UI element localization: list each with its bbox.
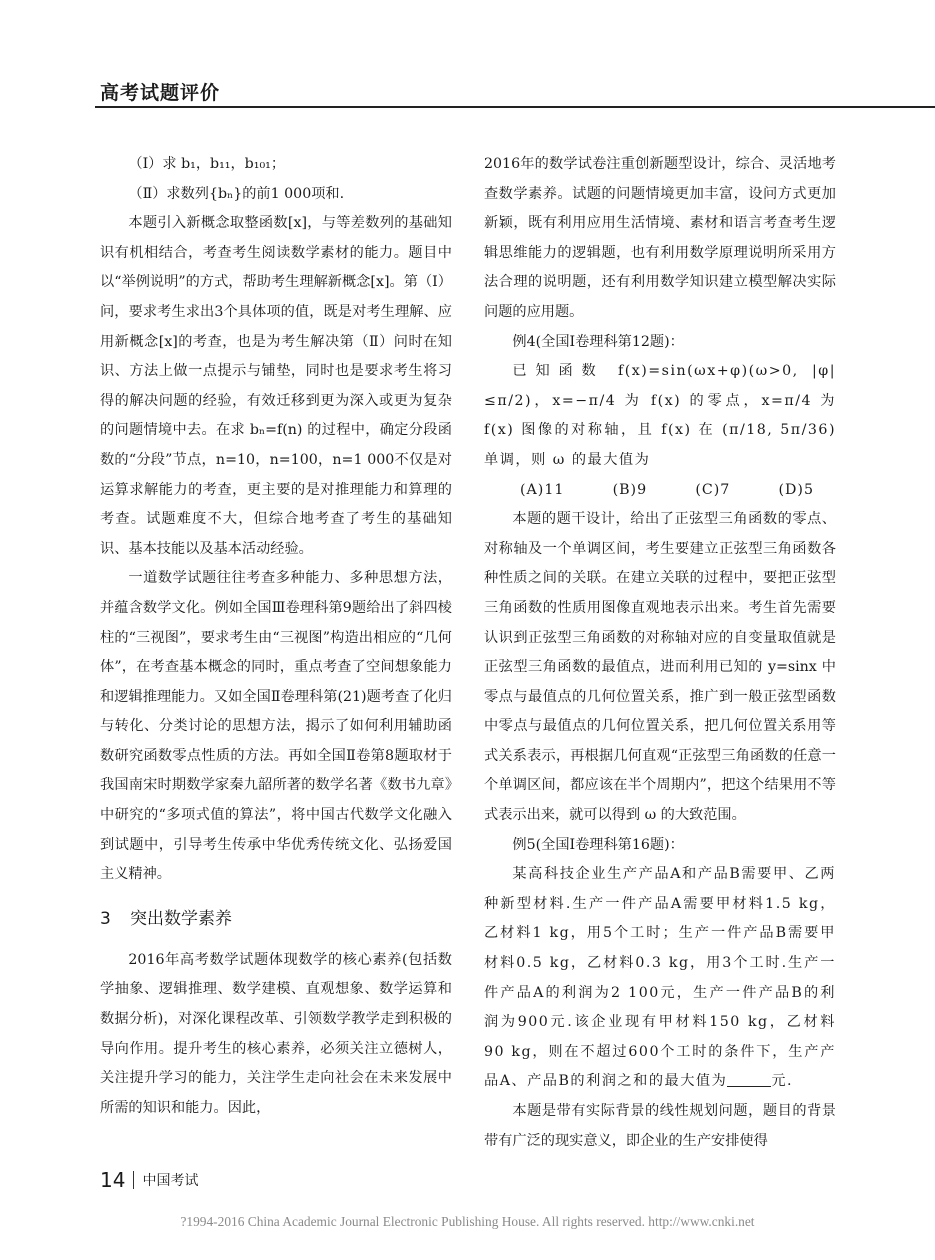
option-b: (B)9 bbox=[612, 481, 648, 498]
page-footer bbox=[100, 1168, 198, 1192]
running-header: 高考试题评价 bbox=[100, 82, 221, 104]
footer-divider bbox=[133, 1171, 134, 1189]
example-4-text: 已知函数 f(x)=sin(ωx+φ)(ω>0, |φ|≤π/2)，x=−π/4 为 f(x) 的零点，x=π/4 为 f(x) 图像的对称轴，且 f(x) 在 (π/18, 5π/36) 单调，则 ω 的最大值为 bbox=[484, 363, 836, 468]
example-4-label: 例4(全国Ⅰ卷理科第12题)： bbox=[512, 333, 684, 350]
right-column bbox=[484, 150, 836, 1156]
example-4-options bbox=[484, 476, 836, 506]
option-c: (C)7 bbox=[695, 481, 731, 498]
header-rule bbox=[95, 106, 935, 108]
example-5-suffix: 元. bbox=[771, 1073, 794, 1090]
copyright-notice: ?1994-2016 China Academic Journal Electronic Publishing House. All rights reserved. http://www.cnki.net bbox=[180, 1214, 755, 1229]
example-5-body: 某高科技企业生产产品A和产品B需要甲、乙两种新型材料.生产一件产品A需要甲材料1.5 kg，乙材料1 kg，用5个工时；生产一件产品B需要甲材料0.5 kg，乙材料0.3 kg，用3个工时.生产一件产品A的利润为2 100元，生产一件产品B的利润为900元.该企业现有甲材料150 kg，乙材料90 kg，则在不超过600个工时的条件下，生产产品A、产品B的利润之和的最大值为 bbox=[484, 866, 836, 1090]
intro-paragraph: 2016年的数学试卷注重创新题型设计，综合、灵活地考查数学素养。试题的问题情境更加丰富，设问方式更加新颖，既有利用应用生活情境、素材和语言考查考生逻辑思维能力的逻辑题，也有利用数学原理说明所采用方法合理的说明题，还有利用数学知识建立模型解决实际问题的应用题。 bbox=[484, 156, 836, 320]
section-paragraph: 2016年高考数学试题体现数学的核心素养(包括数学抽象、逻辑推理、数学建模、直观想象、数学运算和数据分析)，对深化课程改革、引领数学教学走到积极的导向作用。提升考生的核心素养，必须关注立德树人，关注提升学习的能力，关注学生走向社会在未来发展中所需的知识和能力。因此， bbox=[100, 951, 452, 1116]
section-number: 3 bbox=[100, 908, 111, 929]
left-column bbox=[100, 150, 452, 1123]
example-5-text bbox=[484, 860, 836, 1097]
example-5-label: 例5(全国Ⅰ卷理科第16题)： bbox=[512, 836, 684, 853]
question-part-2: （Ⅱ）求数列{bₙ}的前1 000项和. bbox=[128, 185, 345, 202]
culture-paragraph: 一道数学试题往往考查多种能力、多种思想方法，并蕴含数学文化。例如全国Ⅲ卷理科第9题给出了斜四棱柱的“三视图”，要求考生由“三视图”构造出相应的“几何体”，在考查基本概念的同时，重点考查了空间想象能力和逻辑推理能力。又如全国Ⅱ卷理科第(21)题考查了化归与转化、分类讨论的思想方法，揭示了如何利用辅助函数研究函数零点性质的方法。再如全国Ⅱ卷第8题取材于我国南宋时期数学家秦九韶所著的数学名著《数书九章》中研究的“多项式值的算法”，将中国古代数学文化融入到试题中，引导考生传承中华优秀传统文化、弘扬爱国主义精神。 bbox=[100, 570, 452, 883]
section-heading bbox=[100, 904, 452, 934]
question-part-1: （Ⅰ）求 b₁，b₁₁，b₁₀₁； bbox=[128, 156, 286, 172]
option-a: (A)11 bbox=[520, 481, 565, 498]
answer-blank bbox=[727, 1072, 771, 1087]
example-5-analysis: 本题是带有实际背景的线性规划问题，题目的背景带有广泛的现实意义，即企业的生产安排使得 bbox=[484, 1103, 836, 1149]
section-title: 突出数学素养 bbox=[130, 908, 232, 929]
option-d: (D)5 bbox=[778, 481, 814, 498]
example-4-analysis: 本题的题干设计，给出了正弦型三角函数的零点、对称轴及一个单调区间，考生要建立正弦型三角函数各种性质之间的关联。在建立关联的过程中，要把正弦型三角函数的性质用图像直观地表示出来。考生首先需要认识到正弦型三角函数的对称轴对应的自变量取值就是正弦型三角函数的最值点，进而利用已知的 y=sinx 中零点与最值点的几何位置关系，推广到一般正弦型函数中零点与最值点的几何位置关系，把几何位置关系用等式关系表示，再根据几何直观“正弦型三角函数的任意一个单调区间，都应该在半个周期内”，把这个结果用不等式表示出来，就可以得到 ω 的大致范围。 bbox=[484, 511, 836, 824]
analysis-paragraph: 本题引入新概念取整函数[x]，与等差数列的基础知识有机相结合，考查考生阅读数学素材的能力。题目中以“举例说明”的方式，帮助考生理解新概念[x]。第（Ⅰ）问，要求考生求出3个具体项的值，既是对考生理解、应用新概念[x]的考查，也是为考生解决第（Ⅱ）问时在知识、方法上做一点提示与铺垫，同时也是要求考生将习得的解决问题的经验，有效迁移到更为深入或更为复杂的问题情境中去。在求 bₙ=f(n) 的过程中，确定分段函数的“分段”节点，n=10，n=100，n=1 000不仅是对运算求解能力的考查，更主要的是对推理能力和算理的考查。试题难度不大，但综合地考查了考生的基础知识、基本技能以及基本活动经验。 bbox=[100, 215, 452, 557]
journal-name: 中国考试 bbox=[142, 1173, 199, 1189]
page-number: 14 bbox=[100, 1168, 126, 1192]
